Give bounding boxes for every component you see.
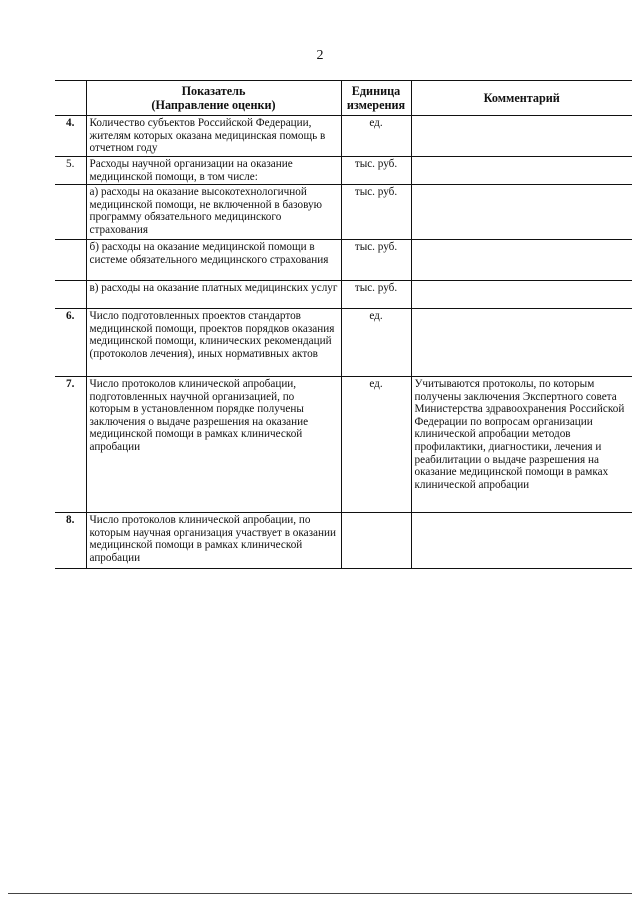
row-indicator: б) расходы на оказание медицинской помощи в системе обязательного медицинского страхования [86, 240, 341, 281]
header-comment: Комментарий [411, 81, 632, 116]
row-indicator: а) расходы на оказание высокотехнологичной медицинской помощи, не включенной в базовую программу обязательного медицинского страхования [86, 185, 341, 240]
table-row [55, 240, 632, 281]
row-number [55, 281, 86, 309]
table-row [55, 185, 632, 240]
header-unit-line2: измерения [346, 98, 406, 112]
row-comment [411, 185, 632, 240]
row-unit: ед. [341, 116, 411, 157]
row-indicator: Количество субъектов Российской Федерации, жителям которых оказана медицинская помощь в отчетном году [86, 116, 341, 157]
table-row [55, 377, 632, 513]
row-comment [411, 513, 632, 569]
table-row [55, 513, 632, 569]
row-unit [341, 513, 411, 569]
table-row [55, 157, 632, 185]
bottom-divider [8, 893, 632, 894]
table-row [55, 309, 632, 377]
row-unit: тыс. руб. [341, 157, 411, 185]
header-indicator-line1: Показатель [181, 84, 246, 98]
row-comment [411, 116, 632, 157]
table-header-row [55, 81, 632, 116]
row-comment [411, 240, 632, 281]
row-number: 5. [55, 157, 86, 185]
row-comment [411, 281, 632, 309]
row-comment [411, 157, 632, 185]
header-unit-line1: Единица [351, 84, 401, 98]
row-indicator: Число подготовленных проектов стандартов медицинской помощи, проектов порядков оказания медицинской помощи, клинических рекомендаций (протоколов лечения), иных нормативных актов [86, 309, 341, 377]
table-row [55, 116, 632, 157]
row-indicator: Число протоколов клинической апробации, по которым научная организация участвует в оказании медицинской помощи в рамках клинической апробации [86, 513, 341, 569]
row-unit: тыс. руб. [341, 281, 411, 309]
row-unit: тыс. руб. [341, 240, 411, 281]
page-number: 2 [316, 48, 324, 63]
row-number [55, 185, 86, 240]
table-row [55, 281, 632, 309]
header-unit [341, 81, 411, 116]
header-number [55, 81, 86, 116]
row-number: 8. [55, 513, 86, 569]
row-indicator: Расходы научной организации на оказание медицинской помощи, в том числе: [86, 157, 341, 185]
row-indicator: в) расходы на оказание платных медицинских услуг [86, 281, 341, 309]
row-comment [411, 309, 632, 377]
row-number: 7. [55, 377, 86, 513]
row-number: 6. [55, 309, 86, 377]
header-indicator-line2: (Направление оценки) [151, 98, 276, 112]
indicators-table [55, 80, 632, 569]
header-indicator [86, 81, 341, 116]
row-indicator: Число протоколов клинической апробации, подготовленных научной организацией, по которым в установленном порядке получены заключения о выдаче разрешения на оказание медицинской помощи в рамках клинической апробации [86, 377, 341, 513]
row-number [55, 240, 86, 281]
row-number: 4. [55, 116, 86, 157]
row-comment: Учитываются протоколы, по которым получены заключения Экспертного совета Министерства здравоохранения Российской Федерации по вопросам организации клинической апробации методов профилактики, диагностики, лечения и реабилитации о выдаче разрешения на оказание медицинской помощи в рамках клинической апробации [411, 377, 632, 513]
row-unit: ед. [341, 309, 411, 377]
row-unit: тыс. руб. [341, 185, 411, 240]
row-unit: ед. [341, 377, 411, 513]
